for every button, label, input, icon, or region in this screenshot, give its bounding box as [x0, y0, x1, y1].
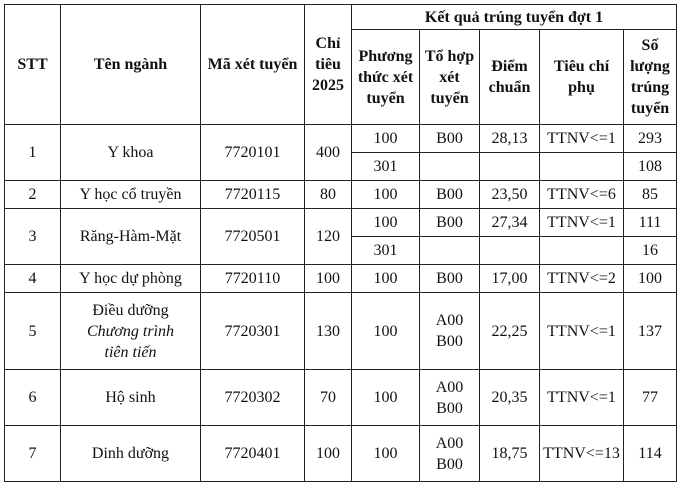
cell-major-name [61, 293, 201, 370]
cell-major-name [61, 209, 201, 265]
cell-stt: 5 [5, 293, 61, 370]
cell-admission-code: 7720302 [201, 370, 305, 426]
cell-admission-method: 100 [352, 265, 420, 293]
cell-cutoff-score: 27,34 [480, 209, 540, 237]
major-name-line: Chương trình [86, 322, 175, 340]
header-count-line: trúng [630, 79, 670, 96]
cell-quota: 70 [305, 370, 352, 426]
major-name-line: Hộ sinh [105, 389, 156, 406]
major-name-line: Điều dưỡng [92, 301, 169, 319]
cell-admitted-count: 111 [624, 209, 677, 237]
major-name-line: Y khoa [107, 144, 154, 161]
cell-subject-combination [420, 426, 480, 482]
cell-cutoff-score: 23,50 [480, 181, 540, 209]
header-count-line: tuyển [630, 100, 670, 117]
header-subject-combination [420, 30, 480, 125]
cell-admitted-count: 293 [624, 125, 677, 153]
header-cutoff-score [480, 30, 540, 125]
header-score-line: Điểm [491, 58, 528, 75]
header-major-name: Tên ngành [61, 5, 201, 125]
header-quota-line: 2025 [312, 77, 344, 94]
combination-line: A00 [435, 378, 464, 396]
cell-subject-combination [420, 209, 480, 237]
cell-admission-method: 100 [352, 181, 420, 209]
cell-stt: 6 [5, 370, 61, 426]
combination-line: A00 [435, 312, 464, 329]
header-combination-line: Tổ hợp [424, 47, 475, 65]
table-row [5, 209, 677, 237]
cell-quota: 80 [305, 181, 352, 209]
cell-cutoff-score: 20,35 [480, 370, 540, 426]
cell-quota: 120 [305, 209, 352, 265]
cell-quota: 400 [305, 125, 352, 181]
cell-admission-method: 301 [352, 237, 420, 265]
header-combination-line: xét [439, 68, 460, 86]
cell-quota: 100 [305, 265, 352, 293]
cell-admission-method: 100 [352, 293, 420, 370]
cell-cutoff-score: 18,75 [480, 426, 540, 482]
cell-admitted-count: 114 [624, 426, 677, 482]
cell-cutoff-score [480, 153, 540, 181]
cell-admission-code: 7720501 [201, 209, 305, 265]
cell-secondary-criteria: TTNV<=6 [540, 181, 624, 209]
table-row [5, 370, 677, 426]
cell-stt: 4 [5, 265, 61, 293]
cell-cutoff-score [480, 237, 540, 265]
header-method-line: thức xét [357, 68, 414, 86]
header-method-line: Phương [358, 47, 413, 65]
table-row [5, 265, 677, 293]
cell-admitted-count: 77 [624, 370, 677, 426]
cell-cutoff-score: 22,25 [480, 293, 540, 370]
major-name-line: Y học cổ truyền [79, 186, 182, 203]
cell-admission-code: 7720101 [201, 125, 305, 181]
cell-admitted-count: 108 [624, 153, 677, 181]
cell-subject-combination [420, 181, 480, 209]
cell-admission-code: 7720110 [201, 265, 305, 293]
header-criteria-line: Tiêu chí [553, 58, 610, 75]
major-name-line: Dinh dưỡng [91, 445, 170, 462]
table-row [5, 293, 677, 370]
header-round1-results: Kết quả trúng tuyển đợt 1 [352, 5, 677, 30]
header-stt: STT [5, 5, 61, 125]
cell-secondary-criteria: TTNV<=1 [540, 209, 624, 237]
header-admission-method [352, 30, 420, 125]
cell-admission-method: 100 [352, 209, 420, 237]
cell-subject-combination [420, 265, 480, 293]
cell-admission-method: 100 [352, 426, 420, 482]
cell-stt: 7 [5, 426, 61, 482]
header-count-line: lượng [630, 58, 670, 75]
header-secondary-criteria [540, 30, 624, 125]
cell-secondary-criteria: TTNV<=2 [540, 265, 624, 293]
header-quota-2025 [305, 5, 352, 125]
cell-major-name [61, 370, 201, 426]
combination-line: A00 [435, 434, 464, 452]
cell-quota: 130 [305, 293, 352, 370]
combination-line: B00 [436, 455, 463, 473]
cell-subject-combination [420, 237, 480, 265]
cell-stt: 1 [5, 125, 61, 181]
combination-line: B00 [436, 186, 463, 203]
header-criteria-line: phụ [568, 79, 595, 96]
combination-line: B00 [436, 214, 463, 231]
cell-quota: 100 [305, 426, 352, 482]
cell-secondary-criteria: TTNV<=1 [540, 125, 624, 153]
cell-admitted-count: 85 [624, 181, 677, 209]
major-name-line: Răng-Hàm-Mặt [79, 228, 182, 245]
header-count-line: Số [641, 37, 659, 54]
cell-major-name [61, 181, 201, 209]
header-admission-code: Mã xét tuyển [201, 5, 305, 125]
cell-admitted-count: 100 [624, 265, 677, 293]
cell-admission-method: 100 [352, 125, 420, 153]
cell-secondary-criteria: TTNV<=1 [540, 293, 624, 370]
cell-stt: 3 [5, 209, 61, 265]
cell-cutoff-score: 17,00 [480, 265, 540, 293]
cell-major-name [61, 125, 201, 181]
admission-results-table [4, 4, 677, 482]
combination-line: B00 [436, 270, 463, 287]
cell-subject-combination [420, 370, 480, 426]
table-body [5, 125, 677, 482]
cell-admission-code: 7720115 [201, 181, 305, 209]
cell-secondary-criteria: TTNV<=13 [540, 426, 624, 482]
header-score-line: chuẩn [488, 79, 531, 96]
cell-admitted-count: 137 [624, 293, 677, 370]
major-name-line: Y học dự phòng [79, 270, 182, 287]
cell-admission-code: 7720301 [201, 293, 305, 370]
header-quota-line: Chỉ [315, 35, 341, 52]
header-admitted-count [624, 30, 677, 125]
header-method-line: tuyển [366, 89, 405, 107]
cell-major-name [61, 265, 201, 293]
combination-line: B00 [436, 399, 463, 417]
cell-cutoff-score: 28,13 [480, 125, 540, 153]
header-quota-line: tiêu [315, 56, 341, 73]
table-row [5, 426, 677, 482]
cell-subject-combination [420, 125, 480, 153]
header-combination-line: tuyển [430, 89, 469, 107]
cell-admission-method: 100 [352, 370, 420, 426]
major-name-line: tiên tiến [104, 343, 157, 361]
cell-secondary-criteria [540, 153, 624, 181]
cell-subject-combination [420, 293, 480, 370]
combination-line: B00 [436, 333, 463, 350]
cell-admission-code: 7720401 [201, 426, 305, 482]
cell-secondary-criteria: TTNV<=1 [540, 370, 624, 426]
combination-line: B00 [436, 130, 463, 147]
cell-major-name [61, 426, 201, 482]
cell-admitted-count: 16 [624, 237, 677, 265]
cell-stt: 2 [5, 181, 61, 209]
cell-subject-combination [420, 153, 480, 181]
table-row [5, 125, 677, 153]
cell-admission-method: 301 [352, 153, 420, 181]
table-row [5, 181, 677, 209]
cell-secondary-criteria [540, 237, 624, 265]
